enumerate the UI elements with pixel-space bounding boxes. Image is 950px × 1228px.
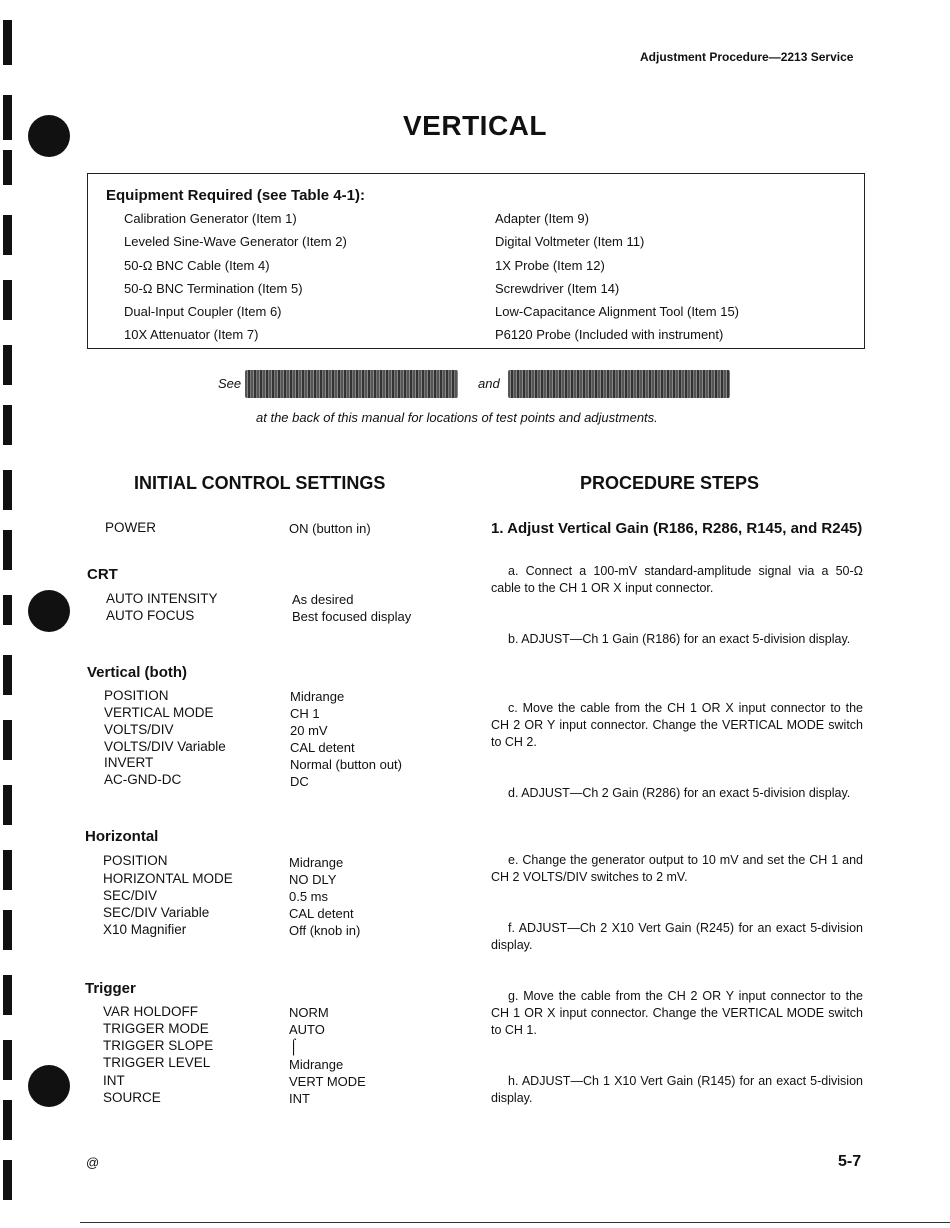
control-value: Best focused display [292, 609, 412, 624]
control-value: As desired [292, 592, 354, 607]
control-name: AC-GND-DC [104, 772, 182, 787]
procedure-step: g. Move the cable from the CH 2 OR Y input connector to the CH 1 OR X input connector. Change the VERTICAL MODE switch to CH 1. [491, 989, 863, 1037]
control-name: VOLTS/DIV Variable [104, 739, 226, 754]
binding-hole [28, 1065, 70, 1107]
equipment-item: P6120 Probe (Included with instrument) [495, 327, 724, 342]
equipment-item: Screwdriver (Item 14) [495, 281, 620, 296]
binding-mark [3, 1100, 12, 1140]
binding-hole [28, 590, 70, 632]
equipment-item: 50-Ω BNC Termination (Item 5) [124, 281, 303, 296]
control-name: VAR HOLDOFF [103, 1004, 199, 1019]
group-heading-horizontal: Horizontal [85, 828, 159, 845]
initial-settings-heading: INITIAL CONTROL SETTINGS [134, 473, 386, 493]
binding-mark [3, 655, 12, 695]
binding-mark [3, 785, 12, 825]
trigger-slope-icon: ⌠ [289, 1038, 299, 1055]
control-name: AUTO INTENSITY [106, 591, 218, 606]
bottom-rule [80, 1222, 950, 1223]
binding-mark [3, 850, 12, 890]
group-heading-crt: CRT [87, 566, 118, 583]
control-name: VERTICAL MODE [104, 705, 214, 720]
equipment-item: Calibration Generator (Item 1) [124, 211, 297, 226]
redacted-reference [508, 370, 730, 398]
control-value: NO DLY [289, 872, 337, 887]
equipment-item: Low-Capacitance Alignment Tool (Item 15) [495, 304, 739, 319]
binding-mark [3, 595, 12, 625]
binding-mark [3, 720, 12, 760]
binding-mark [3, 150, 12, 185]
binding-mark [3, 1160, 12, 1200]
control-value: Off (knob in) [289, 923, 361, 938]
control-name: TRIGGER SLOPE [103, 1038, 214, 1053]
control-value: CH 1 [290, 706, 320, 721]
binding-mark [3, 470, 12, 510]
control-name: TRIGGER MODE [103, 1021, 209, 1036]
control-name: SEC/DIV Variable [103, 905, 210, 920]
control-name: INT [103, 1073, 125, 1088]
redacted-reference [245, 370, 458, 398]
control-value: VERT MODE [289, 1074, 366, 1089]
binding-mark [3, 20, 12, 65]
procedure-step: c. Move the cable from the CH 1 OR X input connector to the CH 2 OR Y input connector. Change the VERTICAL MODE switch to CH 2. [491, 701, 863, 749]
equipment-item: 50-Ω BNC Cable (Item 4) [124, 258, 270, 273]
equipment-item: Digital Voltmeter (Item 11) [495, 234, 645, 249]
group-heading-trigger: Trigger [85, 980, 136, 997]
control-name: X10 Magnifier [103, 922, 187, 937]
equipment-item: Dual-Input Coupler (Item 6) [124, 304, 282, 319]
control-name: VOLTS/DIV [104, 722, 174, 737]
binding-mark [3, 975, 12, 1015]
equipment-item: Leveled Sine-Wave Generator (Item 2) [124, 234, 347, 249]
control-name: POSITION [103, 853, 168, 868]
procedure-heading: PROCEDURE STEPS [580, 473, 760, 493]
page-title: VERTICAL [403, 110, 547, 141]
procedure-step: f. ADJUST—Ch 2 X10 Vert Gain (R245) for an exact 5-division display. [491, 921, 863, 952]
control-name: HORIZONTAL MODE [103, 871, 233, 886]
control-name: SOURCE [103, 1090, 161, 1105]
control-value: Midrange [289, 855, 344, 870]
and-label: and [478, 376, 500, 391]
control-name: POSITION [104, 688, 169, 703]
equipment-item: 1X Probe (Item 12) [495, 258, 605, 273]
control-value: NORM [289, 1005, 329, 1020]
procedure-step: a. Connect a 100-mV standard-amplitude signal via a 50-Ω cable to the CH 1 OR X input connector. [491, 564, 863, 595]
binding-mark [3, 530, 12, 570]
equipment-item: Adapter (Item 9) [495, 211, 589, 226]
control-value: AUTO [289, 1022, 325, 1037]
control-value: Midrange [289, 1057, 344, 1072]
page-number: 5-7 [838, 1153, 862, 1170]
reference-note: at the back of this manual for locations of test points and adjustments. [256, 410, 658, 425]
procedure-step: e. Change the generator output to 10 mV and set the CH 1 and CH 2 VOLTS/DIV switches to 2 mV. [491, 853, 863, 884]
control-value: CAL detent [289, 906, 354, 921]
control-name: AUTO FOCUS [106, 608, 195, 623]
group-heading-vertical: Vertical (both) [87, 664, 188, 681]
control-name: SEC/DIV [103, 888, 158, 903]
control-name: INVERT [104, 755, 154, 770]
control-value: DC [290, 774, 309, 789]
procedure-step: d. ADJUST—Ch 2 Gain (R286) for an exact 5-division display. [508, 786, 851, 800]
control-value: INT [289, 1091, 310, 1106]
control-value: CAL detent [290, 740, 355, 755]
procedure-step: h. ADJUST—Ch 1 X10 Vert Gain (R145) for an exact 5-division display. [491, 1074, 863, 1105]
control-value: Normal (button out) [290, 757, 402, 772]
equipment-item: 10X Attenuator (Item 7) [124, 327, 259, 342]
see-label: See [218, 376, 242, 391]
control-name: POWER [105, 520, 157, 535]
equipment-heading: Equipment Required (see Table 4-1): [106, 187, 365, 204]
control-value: 0.5 ms [289, 889, 329, 904]
control-value: ON (button in) [289, 521, 371, 536]
procedure-step: b. ADJUST—Ch 1 Gain (R186) for an exact 5-division display. [508, 632, 851, 646]
binding-mark [3, 345, 12, 385]
running-head: Adjustment Procedure—2213 Service [640, 50, 854, 64]
footer-mark: @ [86, 1155, 100, 1170]
binding-mark [3, 910, 12, 950]
binding-mark [3, 215, 12, 255]
binding-mark [3, 405, 12, 445]
binding-mark [3, 1040, 12, 1080]
control-name: TRIGGER LEVEL [103, 1055, 211, 1070]
binding-mark [3, 280, 12, 320]
control-value: Midrange [290, 689, 345, 704]
control-value: 20 mV [290, 723, 328, 738]
step-title: 1. Adjust Vertical Gain (R186, R286, R145, and R245) [491, 520, 863, 537]
